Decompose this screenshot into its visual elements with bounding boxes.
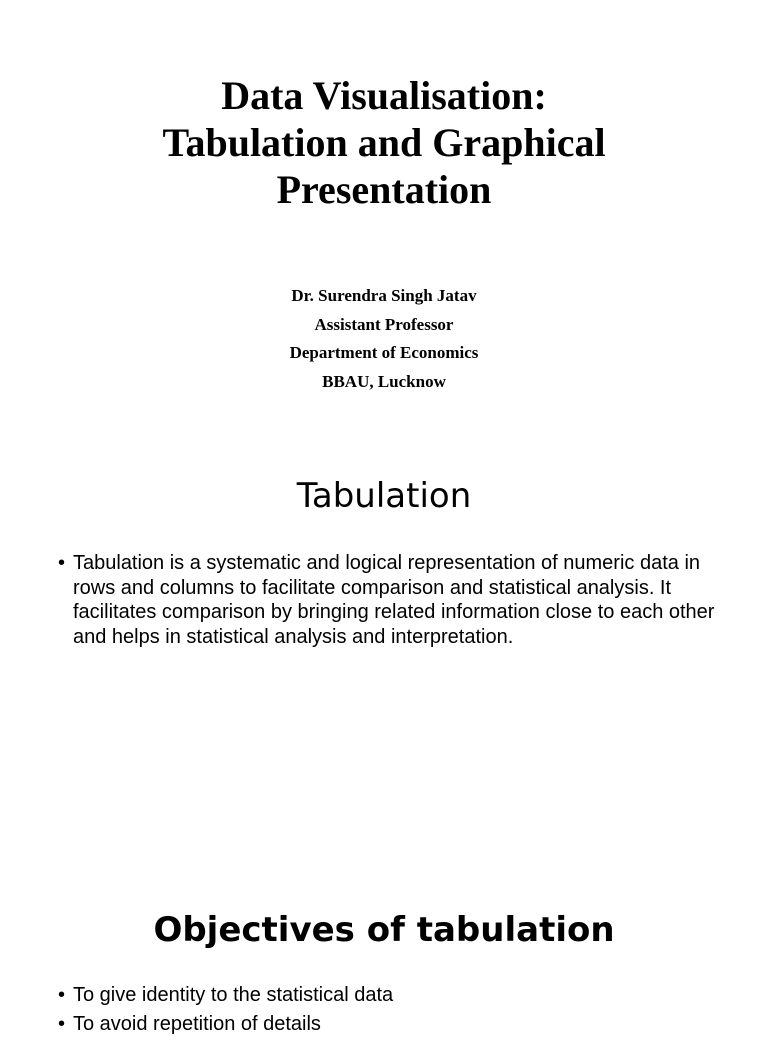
bullet-item: • Tabulation is a systematic and logical representation of numeric data in rows and columns to facilitate comparison and statistical analysis. It facilitates comparison by bringing related information close to each other and helps in statistical analysis and interpretation. (58, 551, 718, 649)
title-slide (0, 0, 768, 430)
author-department: Department of Economics (289, 343, 479, 362)
bullet-item: • To avoid repetition of details (58, 1012, 718, 1037)
slide-title: Tabulation (296, 476, 472, 516)
title-line: Presentation (276, 167, 492, 212)
author-name: Dr. Surendra Singh Jatav (291, 286, 477, 305)
slide-title: Objectives of tabulation (153, 910, 615, 950)
objectives-slide (0, 870, 768, 1035)
author-info (0, 282, 768, 396)
presentation-title (0, 72, 768, 213)
author-designation: Assistant Professor (314, 314, 454, 334)
bullet-list (58, 551, 718, 649)
bullet-list (58, 983, 718, 1040)
title-line: Data Visualisation: (221, 73, 547, 118)
title-line: Tabulation and Graphical (162, 120, 606, 165)
author-institution: BBAU, Lucknow (322, 371, 446, 391)
tabulation-slide (0, 430, 768, 870)
bullet-item: • To give identity to the statistical data (58, 983, 718, 1008)
